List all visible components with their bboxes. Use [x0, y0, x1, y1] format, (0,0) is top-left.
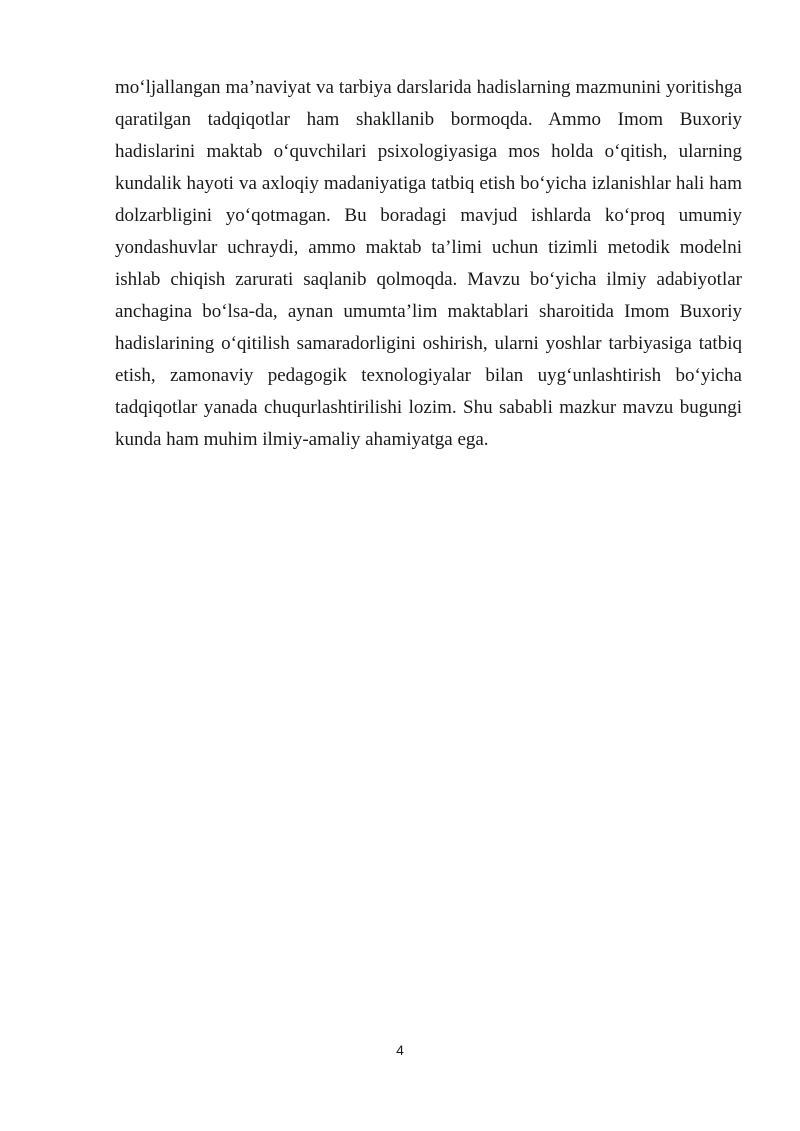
page-number: 4	[396, 1042, 404, 1058]
body-paragraph: mo‘ljallangan ma’naviyat va tarbiya darslarida hadislarning mazmunini yoritishga qaratilgan tadqiqotlar ham shakllanib bormoqda. Ammo Imom Buxoriy hadislarini maktab o‘quvchilari psixologiyasiga mos holda o‘qitish, ularning kundalik hayoti va axloqiy madaniyatiga tatbiq etish bo‘yicha izlanishlar hali ham dolzarbligini yo‘qotmagan. Bu boradagi mavjud ishlarda ko‘proq umumiy yondashuvlar uchraydi, ammo maktab ta’limi uchun tizimli metodik modelni ishlab chiqish zarurati saqlanib qolmoqda. Mavzu bo‘yicha ilmiy adabiyotlar anchagina bo‘lsa-da, aynan umumta’lim maktablari sharoitida Imom Buxoriy hadislarining o‘qitilish samaradorligini oshirish, ularni yoshlar tarbiyasiga tatbiq etish, zamonaviy pedagogik texnologiyalar bilan uyg‘unlashtirish bo‘yicha tadqiqotlar yanada chuqurlashtirilishi lozim. Shu sababli mazkur mavzu bugungi kunda ham muhim ilmiy-amaliy ahamiyatga ega.	[115, 77, 742, 450]
